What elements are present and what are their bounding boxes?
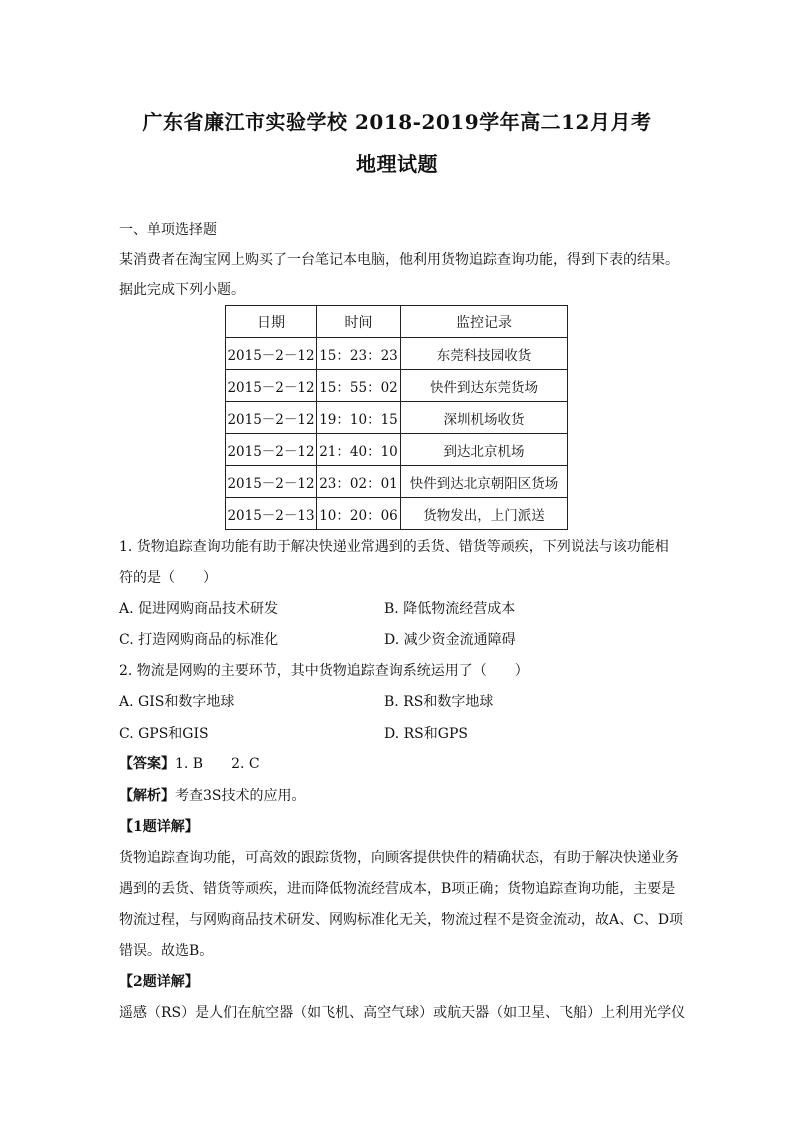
table-cell-time: 15：55：02 <box>317 370 401 402</box>
table-cell-date: 2015－2－12 <box>226 402 317 434</box>
tracking-table <box>225 305 568 530</box>
question-1-option-c: C. 打造网购商品的标准化 <box>119 632 279 648</box>
intro-text-line-1: 某消费者在淘宝网上购买了一台笔记本电脑，他利用货物追踪查询功能，得到下表的结果。 <box>119 252 679 268</box>
table-cell-date: 2015－2－12 <box>226 434 317 466</box>
table-cell-record: 深圳机场收货 <box>401 402 568 434</box>
detail-1-line: 错误。故选B。 <box>119 943 214 959</box>
table-cell-date: 2015－2－13 <box>226 498 317 530</box>
question-1-option-d: D. 减少资金流通障碍 <box>384 632 516 648</box>
table-cell-record: 快件到达北京朝阳区货场 <box>401 466 568 498</box>
analysis-line <box>119 785 306 805</box>
table-row <box>226 434 568 466</box>
table-cell-time: 21：40：10 <box>317 434 401 466</box>
question-2-option-b: B. RS和数字地球 <box>384 694 494 710</box>
question-2-option-c: C. GPS和GIS <box>119 726 209 742</box>
answer-label: 【答案】 <box>119 756 175 772</box>
question-2-stem: 2. 物流是网购的主要环节，其中货物追踪查询系统运用了（ ） <box>119 663 529 679</box>
column-header-date: 日期 <box>226 306 317 338</box>
document-title: 广东省廉江市实验学校 2018-2019学年高二12月月考 <box>142 110 652 134</box>
detail-2-line: 遥感（RS）是人们在航空器（如飞机、高空气球）或航天器（如卫星、飞船）上利用光学仪 <box>119 1005 686 1021</box>
table-row <box>226 498 568 530</box>
table-row <box>226 402 568 434</box>
table-cell-time: 15：23：23 <box>317 338 401 370</box>
question-2-option-a: A. GIS和数字地球 <box>119 694 235 710</box>
section-heading: 一、单项选择题 <box>119 222 217 238</box>
detail-1-line: 货物追踪查询功能，可高效的跟踪货物，向顾客提供快件的精确状态，有助于解决快递业务 <box>119 850 679 866</box>
document-subtitle: 地理试题 <box>356 152 438 176</box>
question-1-stem-line-1: 1. 货物追踪查询功能有助于解决快递业常遇到的丢货、错货等顽疾，下列说法与该功能相 <box>119 539 669 555</box>
column-header-time: 时间 <box>317 306 401 338</box>
detail-1-heading: 【1题详解】 <box>119 819 199 835</box>
table-header-row <box>226 306 568 338</box>
detail-1-line: 遇到的丢货、错货等顽疾，进而降低物流经营成本，B项正确；货物追踪查询功能，主要是 <box>119 881 676 897</box>
table-cell-date: 2015－2－12 <box>226 370 317 402</box>
column-header-record: 监控记录 <box>401 306 568 338</box>
question-1-option-b: B. 降低物流经营成本 <box>384 601 516 617</box>
detail-1-line: 物流过程，与网购商品技术研发、网购标准化无关，物流过程不是资金流动，故A、C、D项 <box>119 912 684 928</box>
analysis-label: 【解析】 <box>119 788 175 804</box>
table-row <box>226 370 568 402</box>
table-cell-date: 2015－2－12 <box>226 338 317 370</box>
question-1-stem-line-2: 符的是（ ） <box>119 570 217 586</box>
table-row <box>226 338 568 370</box>
analysis-text: 考查3S技术的应用。 <box>175 788 306 804</box>
table-cell-record: 到达北京机场 <box>401 434 568 466</box>
question-2-option-d: D. RS和GPS <box>384 726 468 742</box>
table-cell-time: 19：10：15 <box>317 402 401 434</box>
table-row <box>226 466 568 498</box>
table-cell-time: 10：20：06 <box>317 498 401 530</box>
question-1-option-a: A. 促进网购商品技术研发 <box>119 601 279 617</box>
answer-line <box>119 753 260 773</box>
answer-text: 1. B 2. C <box>175 756 260 772</box>
table-cell-date: 2015－2－12 <box>226 466 317 498</box>
intro-text-line-2: 据此完成下列小题。 <box>119 282 245 298</box>
table-cell-time: 23：02：01 <box>317 466 401 498</box>
table-cell-record: 东莞科技园收货 <box>401 338 568 370</box>
table-cell-record: 快件到达东莞货场 <box>401 370 568 402</box>
detail-2-heading: 【2题详解】 <box>119 974 199 990</box>
table-cell-record: 货物发出，上门派送 <box>401 498 568 530</box>
